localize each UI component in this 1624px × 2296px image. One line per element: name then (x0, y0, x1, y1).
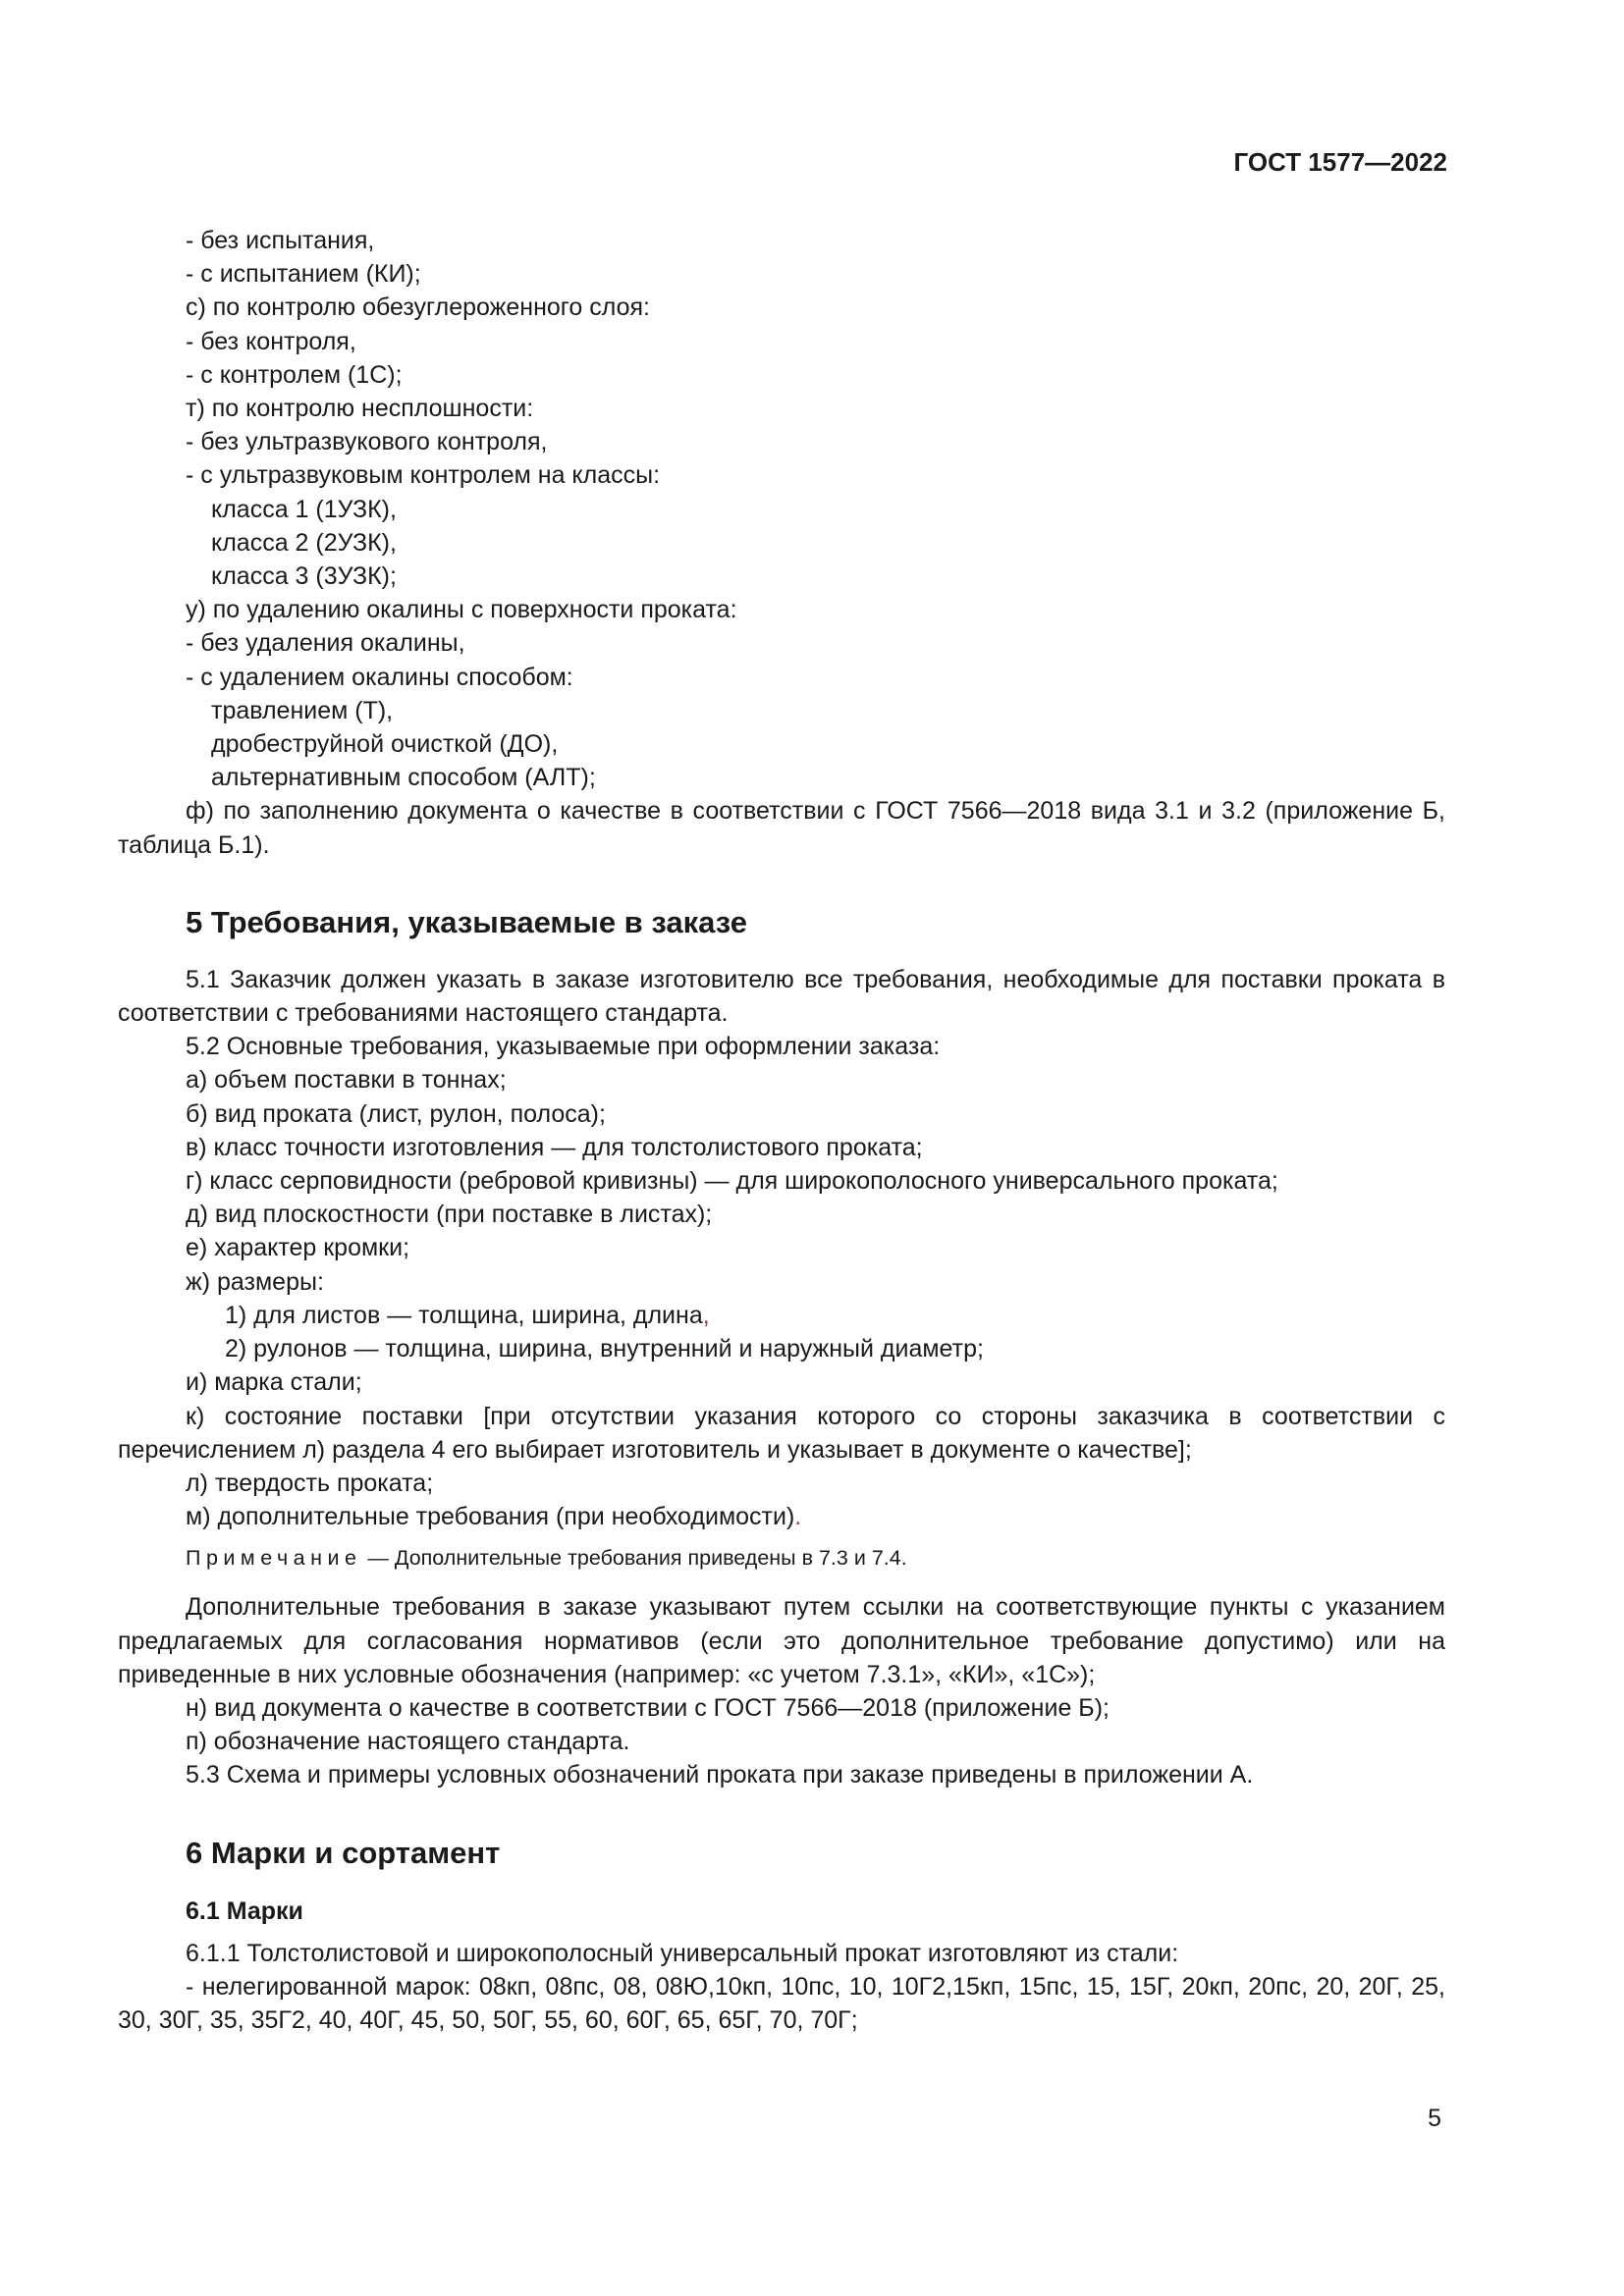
list-subitem: класса 3 (3УЗК); (211, 562, 397, 591)
list-item: к) состояние поставки [при отсутствии указания которого со стороны заказчика в соответствии с перечислением л) раздела 4 его выбирает изготовитель и указывает в документе о качестве]; (118, 1402, 1445, 1464)
subsection-heading: 6.1 Марки (186, 1896, 303, 1925)
list-item: с) по контролю обезуглероженного слоя: (186, 294, 650, 322)
list-subitem: травлением (Т), (211, 696, 394, 724)
list-subitem-text: 1) для листов — толщина, ширина, длина (225, 1301, 703, 1329)
list-item: б) вид проката (лист, рулон, полоса); (186, 1099, 606, 1128)
document-body (118, 224, 1445, 2037)
list-item: ж) размеры: (186, 1267, 324, 1296)
list-item: - нелегированной марок: 08кп, 08пс, 08, 08Ю,10кп, 10пс, 10, 10Г2,15кп, 15пс, 15, 15Г, 20кп, 20пс, 20, 20Г, 25, 30, 30Г, 35, 35Г2, 40, 40Г, 45, 50, 50Г, 55, 60, 60Г, 65, 65Г, 70, 70Г; (118, 1972, 1445, 2034)
list-item: у) по удалению окалины с поверхности проката: (186, 596, 737, 624)
list-subitem: класса 1 (1УЗК), (211, 495, 397, 523)
paragraph: 5.1 Заказчик должен указать в заказе изготовителю все требования, необходимые для поставки проката в соответствии с требованиями настоящего стандарта. (118, 965, 1445, 1028)
document-header: ГОСТ 1577—2022 (1233, 147, 1447, 177)
list-item: - с удалением окалины способом: (186, 663, 573, 691)
edit-mark: , (702, 1301, 710, 1329)
note (118, 1543, 1445, 1573)
list-subitem: альтернативным способом (АЛТ); (211, 764, 596, 792)
section-heading: 5 Требования, указываемые в заказе (186, 904, 747, 939)
list-item: т) по контролю несплошности: (186, 395, 534, 423)
list-item: л) твердость проката; (186, 1468, 434, 1497)
list-item: - без удаления окалины, (186, 629, 465, 658)
list-item: - с ультразвуковым контролем на классы: (186, 461, 661, 490)
list-subitem: класса 2 (2УЗК), (211, 528, 397, 557)
paragraph: 5.2 Основные требования, указываемые при оформлении заказа: (186, 1033, 941, 1061)
list-subitem: дробеструйной очисткой (ДО), (211, 730, 559, 759)
list-item: - с испытанием (КИ); (186, 260, 421, 289)
note-label: Примечание (186, 1546, 362, 1571)
list-item: и) марка стали; (186, 1368, 362, 1397)
paragraph: ф) по заполнению документа о качестве в соответствии с ГОСТ 7566—2018 вида 3.1 и 3.2 (приложение Б, таблица Б.1). (118, 797, 1445, 859)
list-item: - без контроля, (186, 327, 356, 355)
list-item: - без испытания, (186, 227, 375, 254)
paragraph: 6.1.1 Толстолистовой и широкополосный универсальный прокат изготовляют из стали: (186, 1939, 1179, 1967)
list-subitem (118, 1299, 1445, 1332)
list-item: д) вид плоскостности (при поставке в листах); (186, 1201, 713, 1229)
paragraph: Дополнительные требования в заказе указывают путем ссылки на соответствующие пункты с указанием предлагаемых для согласования нормативов (если это дополнительное требование допустимо) или на приведенные в них условные обозначения (например: «с учетом 7.3.1», «КИ», «1С»); (118, 1593, 1445, 1688)
list-item: г) класс серповидности (ребровой кривизны) — для широкополосного универсального проката; (186, 1167, 1278, 1196)
note-text: — Дополнительные требования приведены в 7.3 и 7.4. (361, 1546, 907, 1571)
list-item: - без ультразвукового контроля, (186, 428, 548, 456)
list-item: п) обозначение настоящего стандарта. (186, 1728, 630, 1756)
list-item: в) класс точности изготовления — для толстолистового проката; (186, 1133, 923, 1161)
list-item: н) вид документа о качестве в соответствии с ГОСТ 7566—2018 (приложение Б); (186, 1693, 1110, 1722)
list-subitem: 2) рулонов — толщина, ширина, внутренний и наружный диаметр; (225, 1335, 984, 1363)
list-item: а) объем поставки в тоннах; (186, 1066, 507, 1095)
paragraph: 5.3 Схема и примеры условных обозначений проката при заказе приведены в приложении А. (186, 1761, 1254, 1789)
section-heading: 6 Марки и сортамент (186, 1835, 501, 1870)
list-item-text: м) дополнительные требования (при необходимости) (186, 1503, 795, 1531)
edit-mark: . (794, 1503, 802, 1531)
list-item: е) характер кромки; (186, 1234, 410, 1262)
list-item (118, 1500, 1445, 1533)
page-number: 5 (1428, 2105, 1441, 2132)
list-item: - с контролем (1С); (186, 360, 403, 389)
